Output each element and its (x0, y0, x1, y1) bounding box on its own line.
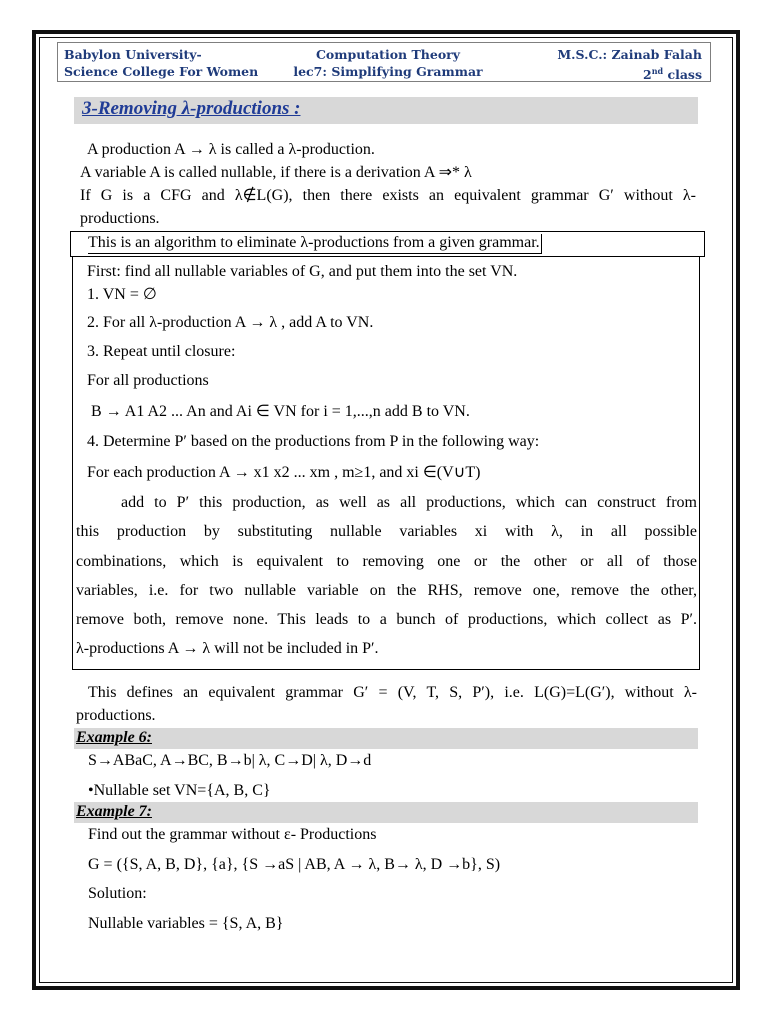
algorithm-heading-box (70, 231, 705, 257)
example7-grammar: G = ({S, A, B, D}, {a}, {S →aS | AB, A → λ, B→ λ, D →b}, S) (88, 856, 501, 873)
header-class (557, 63, 702, 83)
header-author: M.S.C.: Zainab Falah (557, 47, 702, 62)
example6-grammar: S→ABaC, A→BC, B→b| λ, C→D| λ, D→d (88, 752, 372, 769)
algo-step-1: 1. VN = ∅ (87, 286, 157, 303)
example7-solution: Solution: (88, 885, 147, 902)
header-class-rest: class (663, 67, 702, 83)
definition-line-1: This defines an equivalent grammar G′ = (V, T, S, P′), i.e. L(G)=L(G′), without λ- (88, 684, 697, 701)
header-university: Babylon University- (64, 47, 202, 62)
algo-step-4-production: For each production A → x1 x2 ... xm , m≥1, and xi ∈(V∪T) (87, 464, 481, 481)
algo-para-4: variables, i.e. for two nullable variable on the RHS, remove one, remove the other, (76, 582, 697, 599)
definition-line-2: productions. (76, 707, 156, 724)
algo-step-4: 4. Determine P′ based on the productions from P in the following way: (87, 433, 540, 450)
example7-title: Example 7: (76, 803, 152, 820)
example6-title: Example 6: (76, 729, 152, 746)
intro-line-3: If G is a CFG and λ∉L(G), then there exists an equivalent grammar G′ without λ- (80, 187, 696, 204)
algo-step-3-productions: For all productions (87, 372, 209, 389)
header-middle (290, 46, 486, 80)
section-title: 3-Removing λ-productions : (82, 98, 301, 119)
intro-line-1: A production A → λ is called a λ-production. (87, 141, 375, 158)
header-college: Science College For Women (64, 64, 259, 79)
header-lecture: lec7: Simplifying Grammar (293, 64, 483, 79)
header-right (557, 46, 702, 83)
algo-step-2: 2. For all λ-production A → λ , add A to VN. (87, 314, 374, 331)
algo-para-6: λ-productions A → λ will not be included in P′. (76, 640, 379, 657)
header-left (64, 46, 258, 80)
intro-line-2: A variable A is called nullable, if there is a derivation A ⇒* λ (80, 164, 472, 181)
algo-para-2: this production by substituting nullable variables xi with λ, in all possible (76, 523, 697, 540)
algorithm-heading: This is an algorithm to eliminate λ-productions from a given grammar. (88, 234, 542, 254)
header-course: Computation Theory (315, 47, 461, 62)
example7-bar (74, 802, 698, 823)
intro-line-4: productions. (80, 210, 160, 227)
example6-bar (74, 728, 698, 749)
header-class-num: 2 (642, 67, 652, 83)
algo-step-first: First: find all nullable variables of G, and put them into the set VN. (87, 263, 518, 280)
algo-para-1: add to P′ this production, as well as all productions, which can construct from (121, 494, 697, 511)
example6-nullable: •Nullable set VN={A, B, C} (88, 782, 271, 799)
algo-para-3: combinations, which is equivalent to removing one or the other or all of those (76, 553, 697, 570)
algo-para-5: remove both, remove none. This leads to a bunch of productions, which collect as P′. (76, 611, 697, 628)
page-header (57, 42, 711, 82)
algo-step-3: 3. Repeat until closure: (87, 343, 236, 360)
header-class-sup: nd (651, 66, 664, 76)
algo-step-3-rule: B → A1 A2 ... An and Ai ∈ VN for i = 1,...,n add B to VN. (91, 403, 470, 420)
example7-task: Find out the grammar without ε- Productions (88, 826, 377, 843)
example7-nullable: Nullable variables = {S, A, B} (88, 915, 284, 932)
